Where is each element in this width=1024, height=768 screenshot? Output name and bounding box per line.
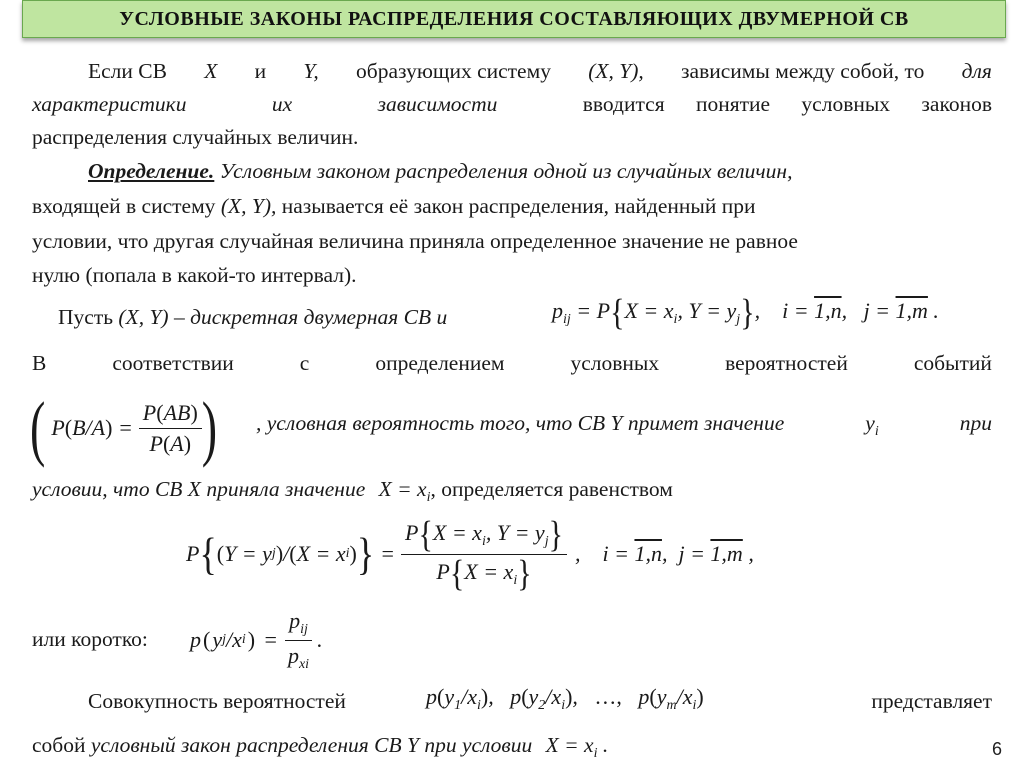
text: , определяется равенством: [430, 477, 673, 501]
text: называется её закон распределения, найденный при: [281, 194, 756, 218]
formula-set: $p(y_1/x_i)$, $p(y_2/x_i)$, …, $p(y_m/x_i)$: [426, 684, 704, 713]
system-xy: (X, Y): [118, 305, 169, 329]
para6-text-a: Совокупность вероятностей: [88, 689, 346, 713]
var-y: y: [865, 411, 875, 435]
definition-label: Определение.: [88, 159, 215, 183]
para1-line1: [88, 58, 992, 84]
text: их: [271, 92, 293, 116]
text: с: [299, 351, 310, 375]
para2-line4: нулю (попала в какой-то интервал).: [32, 263, 357, 287]
para1-line2: [32, 91, 992, 117]
para6-text-b: представляет: [871, 689, 992, 713]
para3-text: [58, 304, 578, 330]
para2-line3: условии, что другая случайная величина приняла определенное значение не равное: [32, 229, 798, 253]
page-number: 6: [991, 739, 1002, 759]
para2-line2: [32, 193, 992, 219]
para6-line2: собой условный закон распределения СВ Y при условии $X = x_i$ .: [32, 733, 609, 761]
formula-conditional-probability: ( P(B/A) = $\frac{P(AB)}{P(A)}$ ): [30, 386, 218, 468]
text: зависимы между собой, то: [681, 59, 925, 83]
var-y: Y,: [303, 59, 319, 83]
text: соответствии: [112, 351, 234, 375]
formula-conditional-law: P { ( Y = y j ) / ( X = x i ) } = $\frac{P\{X = x_i, Y = y_j\}}{P\{X = x_i\}}$ , i = 1,n, j = 1,m ,: [186, 513, 754, 594]
var-x: X: [204, 59, 218, 83]
text: собой: [32, 733, 86, 757]
text: зависимости: [377, 92, 498, 116]
text: Пусть: [58, 305, 114, 329]
ellipsis: …,: [594, 684, 622, 709]
para4-line1: [32, 350, 992, 376]
text: при: [959, 411, 992, 435]
para5-label: или коротко:: [32, 627, 148, 651]
para1-line3: распределения случайных величин.: [32, 125, 359, 149]
text: условных: [570, 351, 660, 375]
slide-title: УСЛОВНЫЕ ЗАКОНЫ РАСПРЕДЕЛЕНИЯ СОСТАВЛЯЮЩИХ ДВУМЕРНОЙ СВ: [22, 0, 1006, 38]
text: вероятностей: [725, 351, 848, 375]
text: событий: [913, 351, 992, 375]
system-xy: (X, Y),: [588, 59, 644, 83]
para4-line2: , условная вероятность того, что СВ Y примет значение $y_i$ при: [256, 410, 992, 445]
text: условии, что СВ X приняла значение: [32, 477, 366, 501]
text: образующих систему: [356, 59, 551, 83]
text: для: [961, 59, 992, 83]
formula-short: p ( y j /x i ) = $\frac{p_{ij}}{p_{xi}}$ .: [190, 607, 323, 672]
text: определением: [375, 351, 505, 375]
text: и: [254, 59, 267, 83]
para2-line1: [88, 158, 992, 184]
formula-pij: $p_{ij} = P\{X = x_i$, $Y = y_j$}, i = 1,n, j = 1,m .: [552, 291, 939, 333]
para4-line3: условии, что СВ X приняла значение $X = x_i$, определяется равенством: [32, 477, 673, 505]
text: входящей в систему: [32, 194, 216, 218]
text: вводится понятие условных законов: [582, 92, 992, 116]
text: условный закон распределения СВ Y при условии: [90, 733, 533, 757]
text: , условная вероятность того, что СВ Y примет значение: [256, 411, 785, 435]
text: – дискретная двумерная СВ и: [173, 305, 448, 329]
text: В: [32, 351, 47, 375]
text: Условным законом распределения одной из случайных величин,: [219, 159, 793, 183]
system-xy: (X, Y),: [220, 194, 277, 218]
text: характеристики: [32, 92, 187, 116]
text: Если СВ: [88, 59, 167, 83]
